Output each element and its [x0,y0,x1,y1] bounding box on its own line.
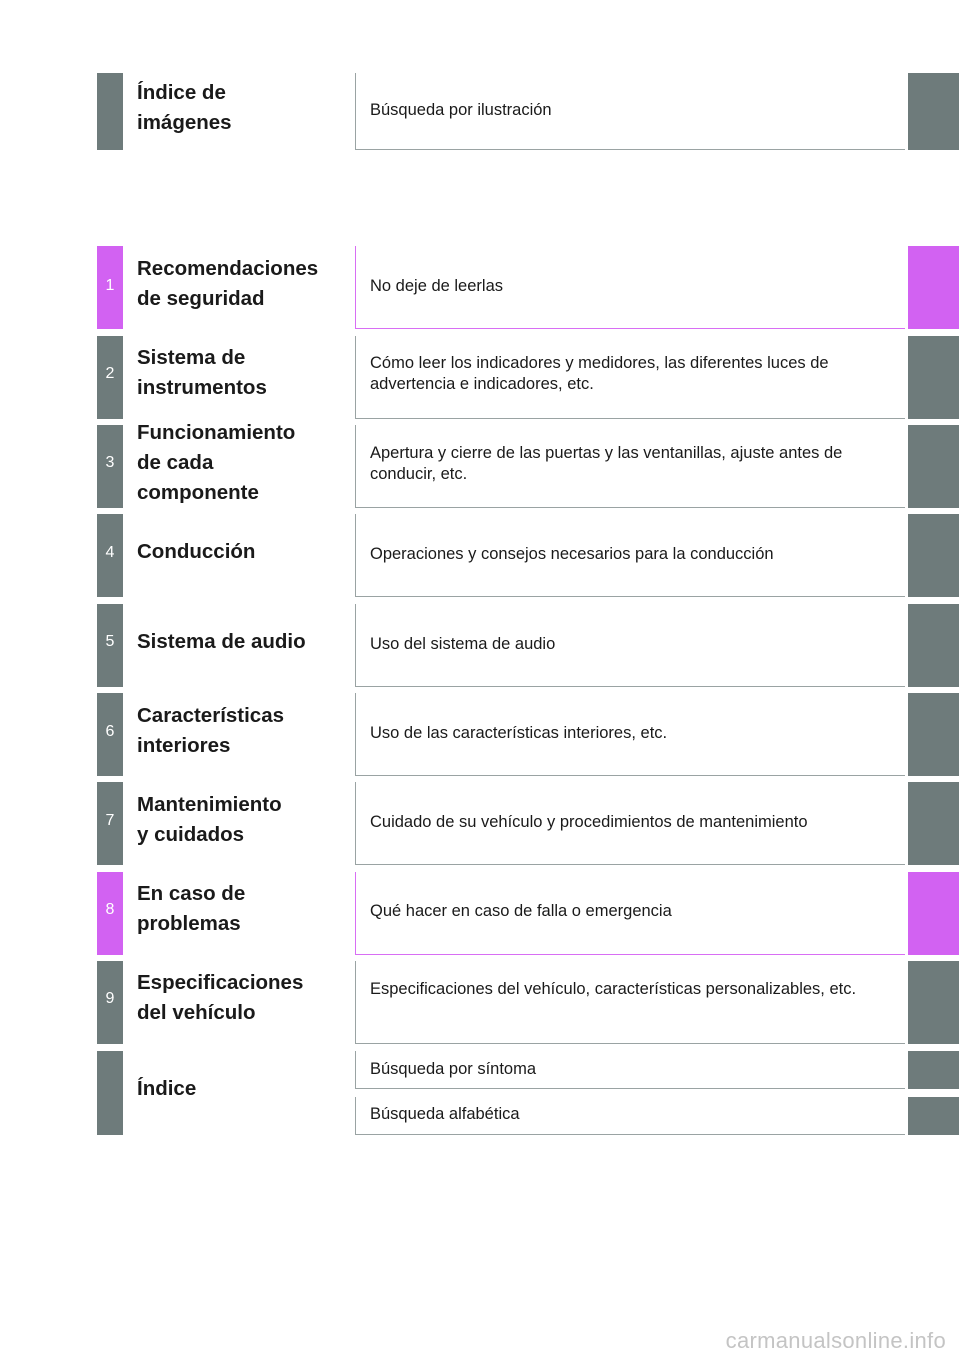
index-images-row[interactable] [97,73,959,150]
section-desc-box-4 [355,514,905,597]
section-number-6: 6 [105,723,115,740]
section-number-3: 3 [105,454,115,471]
section-heading-6: Características interiores [137,704,285,757]
section-row-2[interactable] [97,336,959,419]
section-heading-3: Funcionamiento de cada componente [137,421,296,504]
section-number-7: 7 [105,812,115,829]
section-row-7[interactable] [97,782,959,865]
section-number-2: 2 [105,365,115,382]
section-number-8: 8 [105,901,115,918]
section-edge-tab-2 [908,336,959,419]
section-heading-5: Sistema de audio [137,630,306,653]
section-desc-box-1 [355,246,905,329]
section-edge-tab-6 [908,693,959,776]
section-row-5[interactable] [97,604,959,687]
section-description-6: Uso de las características interiores, etc. [370,724,668,742]
section-tab-2 [97,336,123,419]
section-description-3: Apertura y cierre de las puertas y las ventanillas, ajuste antes de conducir, etc. [370,444,843,483]
section-description-1: No deje de leerlas [370,277,503,295]
index-symptom-box[interactable] [355,1051,905,1089]
section-desc-box-3 [355,425,905,508]
section-row-8[interactable] [97,872,959,955]
index-symptom-edge-tab [908,1051,959,1089]
section-number-5: 5 [105,633,115,650]
section-tab-4 [97,514,123,597]
section-tab-5 [97,604,123,687]
section-heading-8: En caso de problemas [137,882,246,935]
section-desc-box-6 [355,693,905,776]
section-description-2: Cómo leer los indicadores y medidores, las diferentes luces de advertencia e indicadores, etc. [370,354,829,393]
section-desc-box-5 [355,604,905,687]
index-images-description: Búsqueda por ilustración [370,101,552,119]
section-number-4: 4 [105,544,115,561]
watermark: carmanualsonline.info [725,1328,946,1353]
index-heading: Índice [137,1077,197,1100]
section-row-3[interactable] [97,421,959,508]
section-heading-4: Conducción [137,540,256,563]
section-edge-tab-9 [908,961,959,1044]
index-images-tab [97,73,123,150]
section-description-5: Uso del sistema de audio [370,635,556,653]
index-symptom-search[interactable]: Búsqueda por síntoma [370,1060,537,1078]
section-description-4: Operaciones y consejos necesarios para la conducción [370,545,774,563]
section-heading-1: Recomendaciones de seguridad [137,257,319,310]
section-number-1: 1 [105,277,115,294]
section-row-9[interactable] [97,961,959,1044]
section-tab-6 [97,693,123,776]
section-desc-box-7 [355,782,905,865]
section-edge-tab-7 [908,782,959,865]
index-alphabetical-edge-tab [908,1097,959,1135]
section-row-4[interactable] [97,514,959,597]
index-images-heading: Índice de imágenes [137,81,232,134]
section-heading-9: Especificaciones del vehículo [137,971,304,1024]
section-tab-1 [97,246,123,329]
section-edge-tab-4 [908,514,959,597]
section-description-8: Qué hacer en caso de falla o emergencia [370,902,672,920]
index-images-edge-tab [908,73,959,150]
section-heading-2: Sistema de instrumentos [137,346,267,399]
section-edge-tab-8 [908,872,959,955]
section-edge-tab-5 [908,604,959,687]
section-description-7: Cuidado de su vehículo y procedimientos de mantenimiento [370,813,808,831]
section-desc-box-8 [355,872,905,955]
section-row-6[interactable] [97,693,959,776]
index-tab [97,1051,123,1135]
index-row [97,1051,959,1135]
index-images-desc-box [355,73,905,150]
section-description-9: Especificaciones del vehículo, características personalizables, etc. [370,980,857,998]
section-tab-7 [97,782,123,865]
section-edge-tab-1 [908,246,959,329]
section-heading-7: Mantenimiento y cuidados [137,793,282,846]
index-alphabetical-box[interactable] [355,1097,905,1135]
section-row-1[interactable] [97,246,959,329]
section-edge-tab-3 [908,425,959,508]
section-tab-3 [97,425,123,508]
section-tab-9 [97,961,123,1044]
section-desc-box-9 [355,961,905,1044]
section-desc-box-2 [355,336,905,419]
section-tab-8 [97,872,123,955]
section-number-9: 9 [105,990,115,1007]
index-alphabetical-search[interactable]: Búsqueda alfabética [370,1105,520,1123]
